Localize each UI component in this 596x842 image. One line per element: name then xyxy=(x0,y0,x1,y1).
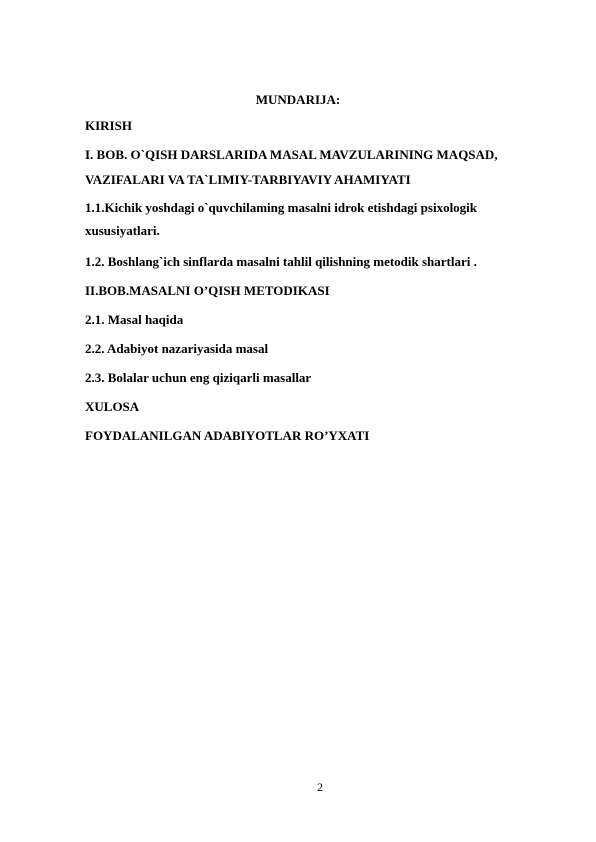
toc-entry-chapter-2: II.BOB.MASALNI O’QISH METODIKASI xyxy=(85,283,330,298)
page-number: 2 xyxy=(317,780,323,794)
toc-entry-1-1-line-2: xususiyatlari. xyxy=(85,223,160,238)
toc-entry-chapter-1-line-1: I. BOB. O`QISH DARSLARIDA MASAL MAVZULARINING MAQSAD, xyxy=(85,147,498,162)
toc-entry-bibliography: FOYDALANILGAN ADABIYOTLAR RO’YXATI xyxy=(85,428,370,443)
toc-entry-1-2: 1.2. Boshlang`ich sinflarda masalni tahlil qilishning metodik shartlari . xyxy=(85,254,477,269)
toc-title: MUNDARIJA: xyxy=(255,92,341,107)
toc-entry-xulosa: XULOSA xyxy=(85,399,140,414)
toc-entry-chapter-1-line-2: VAZIFALARI VA TA`LIMIY-TARBIYAVIY AHAMIYATI xyxy=(85,172,411,187)
toc-entry-2-1: 2.1. Masal haqida xyxy=(85,312,184,327)
toc-entry-2-3: 2.3. Bolalar uchun eng qiziqarli masallar xyxy=(85,370,312,385)
toc-entry-2-2: 2.2. Adabiyot nazariyasida masal xyxy=(85,341,269,356)
toc-entry-kirish: KIRISH xyxy=(85,118,132,133)
toc-entry-1-1-line-1: 1.1.Kichik yoshdagi o`quvchilaming masalni idrok etishdagi psixologik xyxy=(85,200,478,215)
